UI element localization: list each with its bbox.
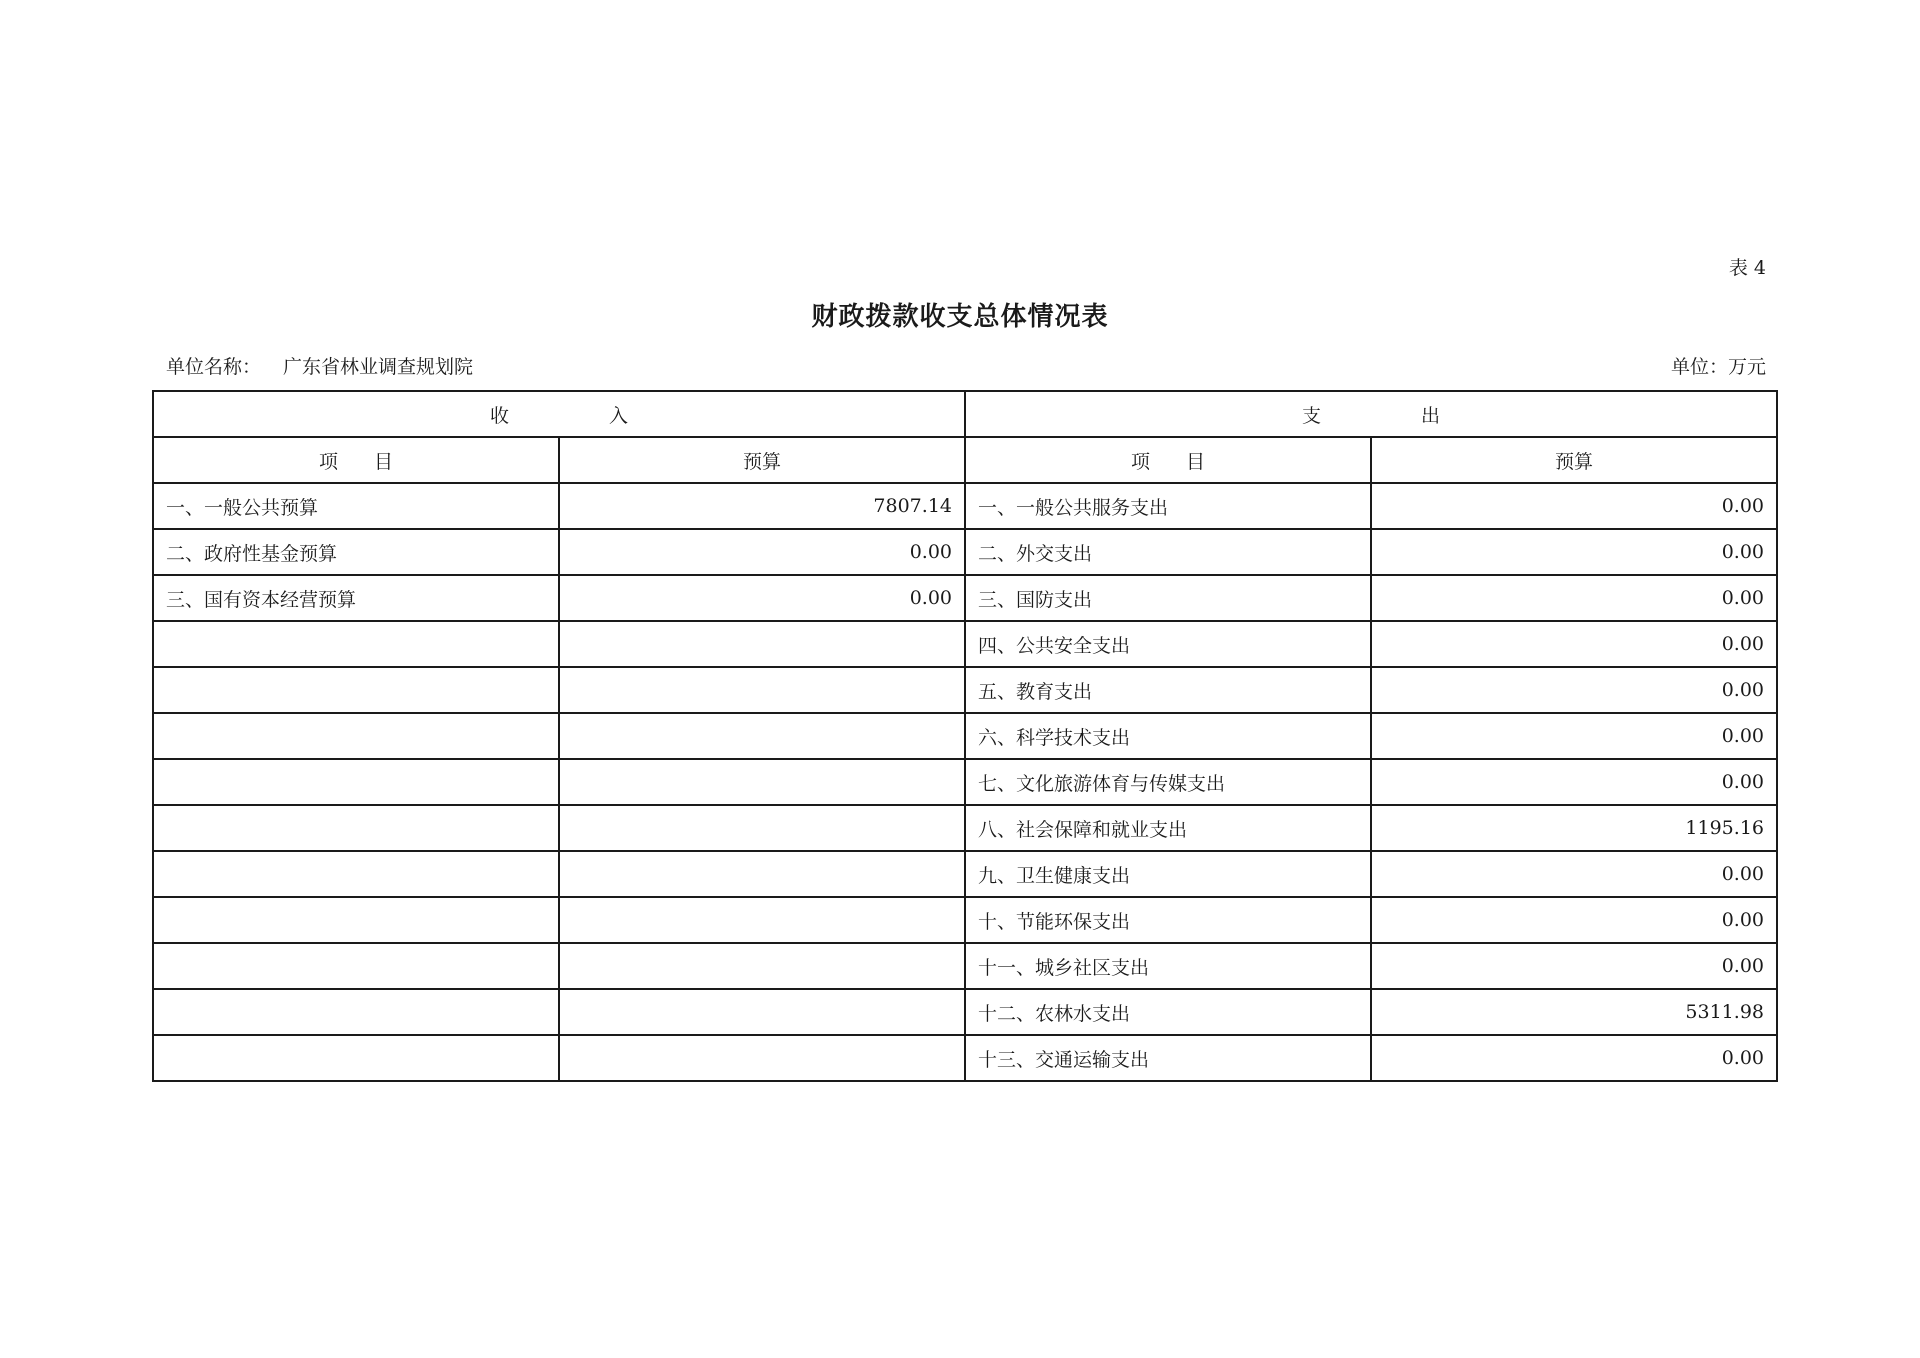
table-row [153, 529, 1777, 575]
expense-value-cell: 0.00 [1371, 621, 1777, 667]
income-value-cell [559, 1035, 965, 1081]
income-value-cell [559, 943, 965, 989]
table-number: 表 4 [1728, 257, 1766, 279]
table-row [153, 621, 1777, 667]
expense-item-cell: 十、节能环保支出 [965, 897, 1371, 943]
expense-budget-column-header: 预算 [1371, 437, 1777, 483]
income-value-cell [559, 759, 965, 805]
income-item-cell [153, 667, 559, 713]
income-section-header [153, 391, 965, 437]
expense-item-cell: 十二、农林水支出 [965, 989, 1371, 1035]
col-item-char-2: 目 [374, 450, 394, 473]
expense-value-cell: 0.00 [1371, 897, 1777, 943]
income-item-cell [153, 713, 559, 759]
expense-item-cell: 八、社会保障和就业支出 [965, 805, 1371, 851]
expense-item-cell: 九、卫生健康支出 [965, 851, 1371, 897]
income-item-cell: 三、国有资本经营预算 [153, 575, 559, 621]
expense-value-cell: 5311.98 [1371, 989, 1777, 1035]
section-header-row [153, 391, 1777, 437]
table-row [153, 805, 1777, 851]
expense-value-cell: 0.00 [1371, 713, 1777, 759]
income-value-cell [559, 989, 965, 1035]
income-value-cell [559, 667, 965, 713]
expense-value-cell: 0.00 [1371, 851, 1777, 897]
expense-item-column-header [965, 437, 1371, 483]
expense-item-cell: 六、科学技术支出 [965, 713, 1371, 759]
income-item-cell: 二、政府性基金预算 [153, 529, 559, 575]
expense-value-cell: 0.00 [1371, 529, 1777, 575]
table-row [153, 989, 1777, 1035]
table-row [153, 667, 1777, 713]
col-item-char-2: 目 [1186, 450, 1206, 473]
income-item-cell [153, 989, 559, 1035]
income-item-cell [153, 805, 559, 851]
income-header-char-2: 入 [609, 404, 629, 427]
col-item-char-1: 项 [318, 450, 338, 473]
income-item-cell [153, 1035, 559, 1081]
expense-item-cell: 十一、城乡社区支出 [965, 943, 1371, 989]
budget-table-body [153, 391, 1777, 1081]
income-value-cell: 7807.14 [559, 483, 965, 529]
table-row [153, 1035, 1777, 1081]
unit-name-label: 单位名称： [166, 356, 262, 378]
income-value-cell: 0.00 [559, 575, 965, 621]
income-item-cell [153, 851, 559, 897]
expense-value-cell: 0.00 [1371, 943, 1777, 989]
col-item-char-1: 项 [1130, 450, 1150, 473]
table-row [153, 713, 1777, 759]
column-header-row [153, 437, 1777, 483]
income-item-cell: 一、一般公共预算 [153, 483, 559, 529]
expense-item-cell: 四、公共安全支出 [965, 621, 1371, 667]
unit-name-value: 广东省林业调查规划院 [283, 356, 474, 378]
expense-item-cell: 一、一般公共服务支出 [965, 483, 1371, 529]
income-item-cell [153, 621, 559, 667]
expense-item-cell: 二、外交支出 [965, 529, 1371, 575]
income-value-cell [559, 805, 965, 851]
table-row [153, 483, 1777, 529]
unit-name-line [166, 352, 473, 379]
table-row [153, 943, 1777, 989]
page-title: 财政拨款收支总体情况表 [811, 302, 1109, 332]
expense-header-char-2: 出 [1421, 404, 1441, 427]
expense-value-cell: 0.00 [1371, 575, 1777, 621]
expense-item-cell: 三、国防支出 [965, 575, 1371, 621]
expense-value-cell: 0.00 [1371, 759, 1777, 805]
table-row [153, 851, 1777, 897]
expense-value-cell: 0.00 [1371, 483, 1777, 529]
expense-value-cell: 0.00 [1371, 1035, 1777, 1081]
income-value-cell: 0.00 [559, 529, 965, 575]
income-item-column-header [153, 437, 559, 483]
expense-section-header [965, 391, 1777, 437]
expense-item-cell: 十三、交通运输支出 [965, 1035, 1371, 1081]
table-row [153, 759, 1777, 805]
table-row [153, 897, 1777, 943]
table-row [153, 575, 1777, 621]
income-header-char-1: 收 [489, 404, 509, 427]
income-value-cell [559, 713, 965, 759]
income-value-cell [559, 621, 965, 667]
income-item-cell [153, 897, 559, 943]
currency-unit: 单位：万元 [1670, 356, 1766, 378]
expense-item-cell: 七、文化旅游体育与传媒支出 [965, 759, 1371, 805]
income-item-cell [153, 759, 559, 805]
expense-value-cell: 0.00 [1371, 667, 1777, 713]
income-item-cell [153, 943, 559, 989]
expense-item-cell: 五、教育支出 [965, 667, 1371, 713]
income-value-cell [559, 851, 965, 897]
expense-header-char-1: 支 [1301, 404, 1321, 427]
budget-table [152, 390, 1778, 1082]
income-budget-column-header: 预算 [559, 437, 965, 483]
expense-value-cell: 1195.16 [1371, 805, 1777, 851]
income-value-cell [559, 897, 965, 943]
